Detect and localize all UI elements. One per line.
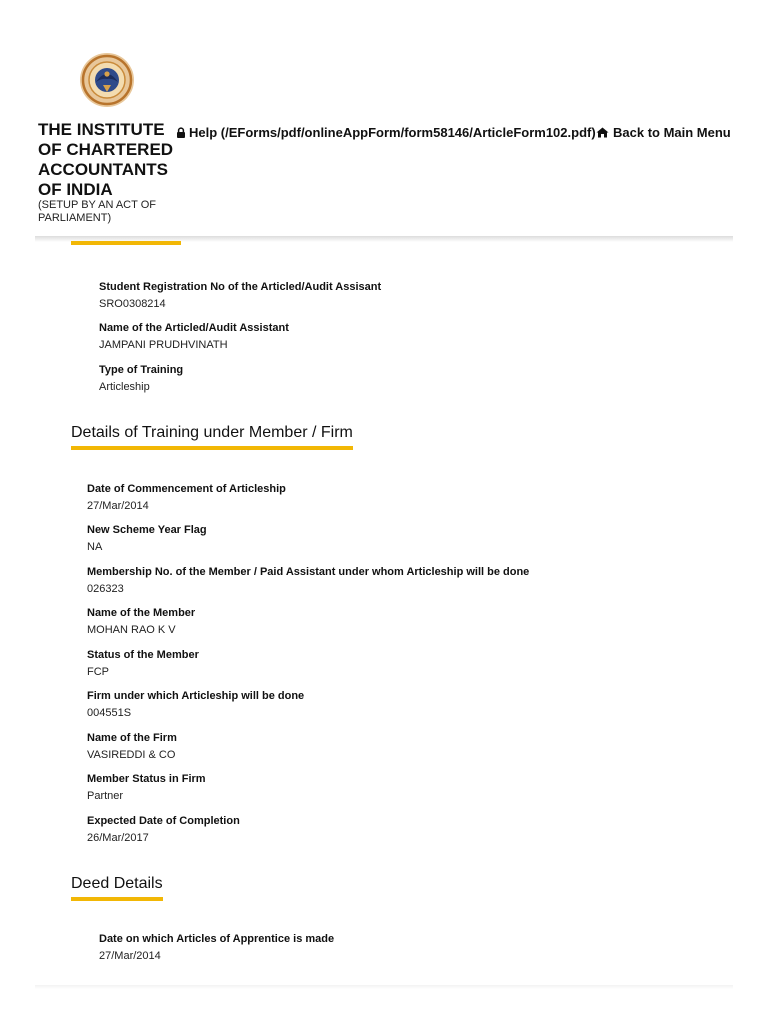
footer-divider bbox=[35, 985, 733, 989]
help-link-label: Help (/EForms/pdf/onlineAppForm/form58146/ArticleForm102.pdf) bbox=[189, 125, 596, 140]
back-to-main-menu-link[interactable] bbox=[596, 125, 731, 140]
field-assistant-name bbox=[99, 321, 289, 352]
field-label: Type of Training bbox=[99, 364, 184, 376]
lock-icon bbox=[176, 127, 186, 138]
section-title-training: Details of Training under Member / Firm bbox=[71, 423, 353, 450]
field-label: Name of the Member bbox=[87, 607, 196, 619]
field-registration-no bbox=[99, 280, 381, 311]
field-label: New Scheme Year Flag bbox=[87, 524, 207, 536]
field-value: Articleship bbox=[99, 381, 150, 393]
field-member-name bbox=[87, 606, 195, 637]
field-label: Student Registration No of the Articled/Audit Assisant bbox=[99, 281, 382, 293]
page-header bbox=[0, 0, 768, 236]
help-link[interactable] bbox=[176, 125, 596, 140]
field-value: MOHAN RAO K V bbox=[87, 624, 176, 636]
field-label: Name of the Articled/Audit Assistant bbox=[99, 322, 289, 334]
field-firm-number bbox=[87, 689, 304, 720]
field-expected-completion bbox=[87, 814, 240, 845]
top-accent-bar bbox=[71, 241, 181, 245]
field-value: 27/Mar/2014 bbox=[99, 950, 161, 962]
field-label: Name of the Firm bbox=[87, 732, 177, 744]
field-value: VASIREDDI & CO bbox=[87, 749, 176, 761]
field-value: Partner bbox=[87, 790, 124, 802]
field-label: Date on which Articles of Apprentice is made bbox=[99, 933, 335, 945]
field-firm-name bbox=[87, 731, 177, 762]
field-value: NA bbox=[87, 541, 103, 553]
field-label: Date of Commencement of Articleship bbox=[87, 483, 286, 495]
icai-logo-icon bbox=[79, 52, 135, 108]
field-new-scheme-flag bbox=[87, 523, 207, 554]
field-value: 004551S bbox=[87, 707, 132, 719]
field-membership-no bbox=[87, 565, 529, 596]
field-value: 27/Mar/2014 bbox=[87, 500, 149, 512]
org-subtitle: (SETUP BY AN ACT OF PARLIAMENT) bbox=[38, 199, 156, 224]
field-value: JAMPANI PRUDHVINATH bbox=[99, 339, 228, 351]
field-label: Firm under which Articleship will be done bbox=[87, 690, 305, 702]
field-training-type bbox=[99, 363, 183, 394]
back-link-label: Back to Main Menu bbox=[613, 125, 731, 140]
field-member-status-in-firm bbox=[87, 772, 206, 803]
field-value: 026323 bbox=[87, 583, 124, 595]
field-value: SRO0308214 bbox=[99, 298, 166, 310]
home-icon bbox=[596, 127, 609, 138]
field-value: FCP bbox=[87, 666, 109, 678]
field-member-status bbox=[87, 648, 199, 679]
field-label: Member Status in Firm bbox=[87, 773, 206, 785]
field-label: Status of the Member bbox=[87, 649, 199, 661]
field-commencement-date bbox=[87, 482, 286, 513]
org-name: THE INSTITUTE OF CHARTERED ACCOUNTANTS OF INDIA bbox=[38, 120, 174, 199]
field-value: 26/Mar/2017 bbox=[87, 832, 149, 844]
field-label: Membership No. of the Member / Paid Assistant under whom Articleship will be done bbox=[87, 566, 530, 578]
field-deed-date bbox=[99, 932, 334, 963]
section-title-deed: Deed Details bbox=[71, 874, 163, 901]
field-label: Expected Date of Completion bbox=[87, 815, 240, 827]
